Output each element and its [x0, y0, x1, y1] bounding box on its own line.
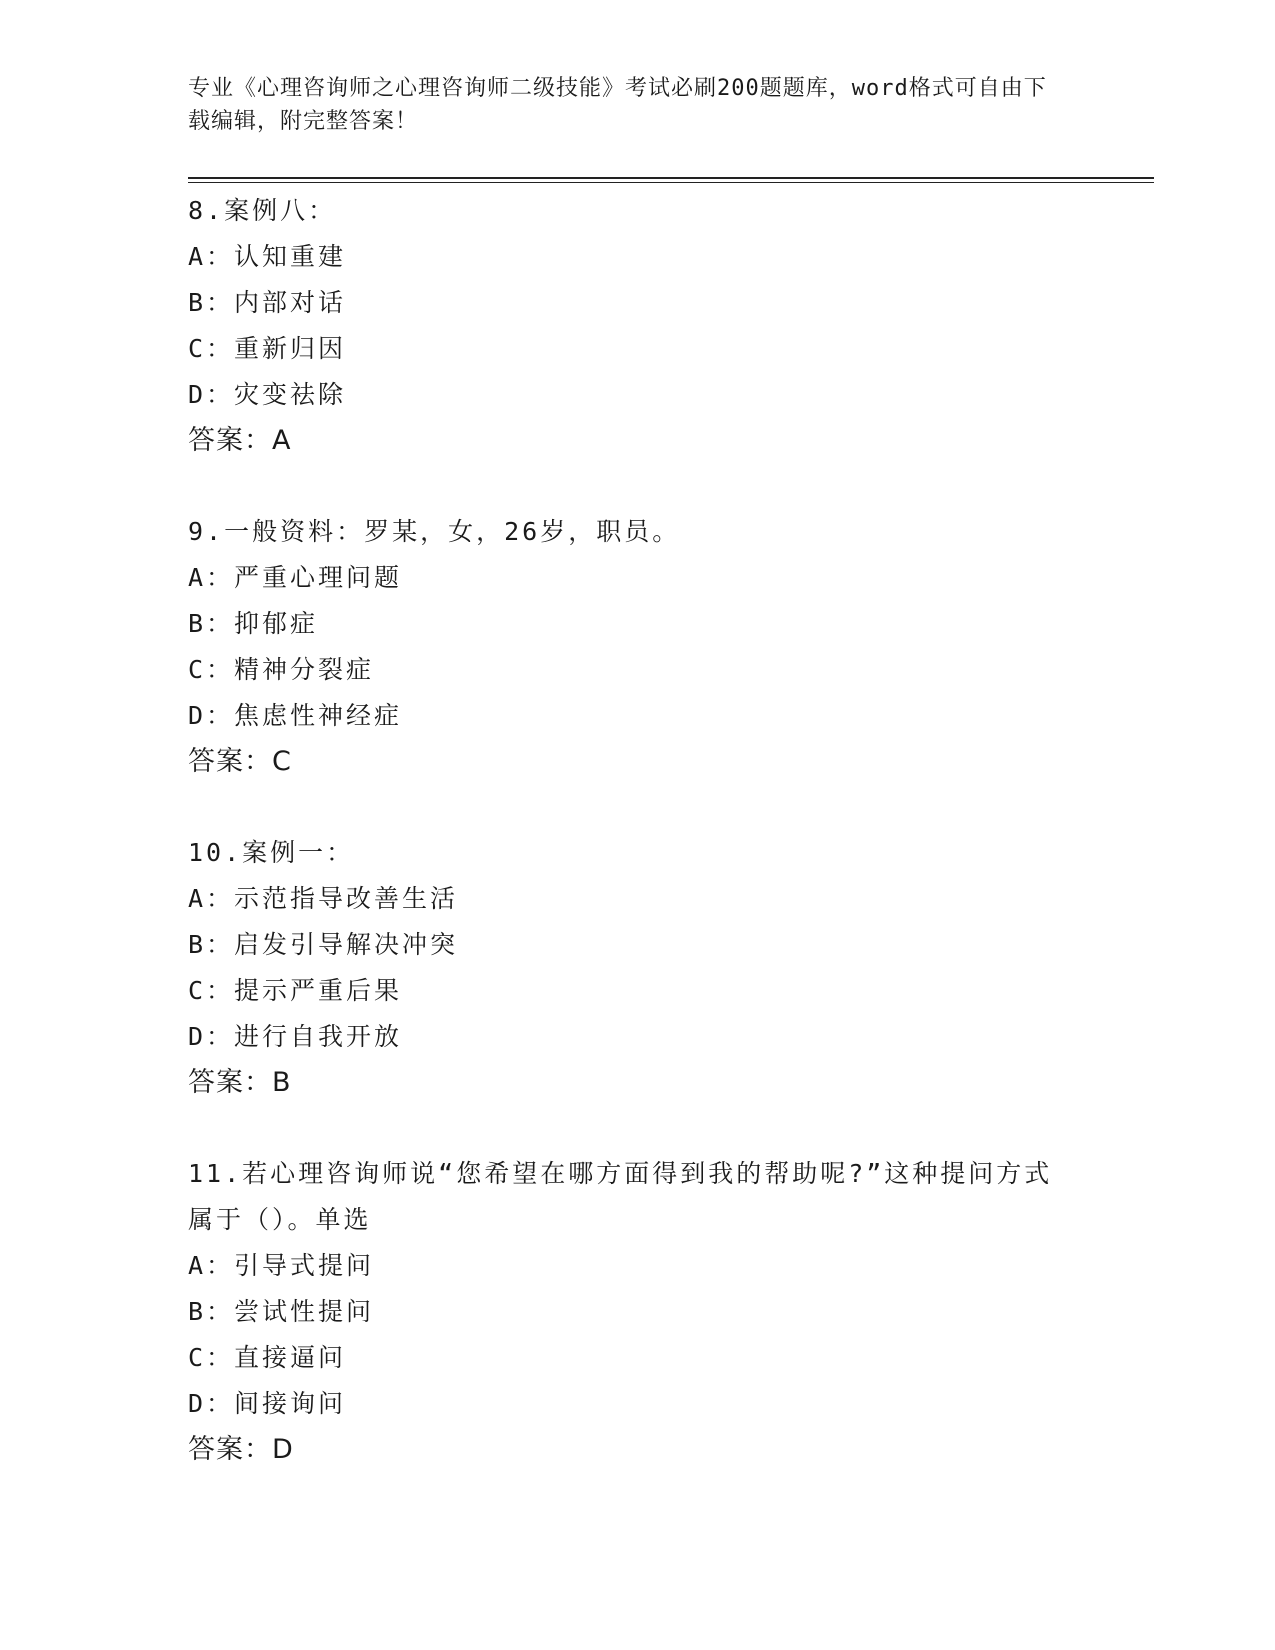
option-d: D：焦虑性神经症	[188, 701, 403, 730]
option-c: C：精神分裂症	[188, 655, 375, 684]
option-c: C：直接逼问	[188, 1343, 347, 1372]
answer-line: 答案：A	[188, 425, 292, 456]
question-11	[188, 1151, 1088, 1473]
question-list	[188, 188, 1088, 1518]
option-d: D：进行自我开放	[188, 1022, 403, 1051]
answer-line: 答案：C	[188, 746, 292, 777]
question-10	[188, 830, 1088, 1106]
option-b: B：启发引导解决冲突	[188, 930, 459, 959]
question-stem: 9.一般资料：罗某，女，26岁，职员。	[188, 517, 681, 546]
question-stem: 11.若心理咨询师说“您希望在哪方面得到我的帮助呢?”这种提问方式属于（）。单选	[188, 1159, 1053, 1234]
question-stem: 8.案例八：	[188, 196, 337, 225]
document-header: 专业《心理咨询师之心理咨询师二级技能》考试必刷200题题库，word格式可自由下载编辑，附完整答案！	[188, 76, 1047, 134]
option-a: A：严重心理问题	[188, 563, 403, 592]
option-a: A：引导式提问	[188, 1251, 375, 1280]
question-8	[188, 188, 1088, 464]
option-d: D：灾变祛除	[188, 380, 347, 409]
question-stem: 10.案例一：	[188, 838, 355, 867]
option-c: C：提示严重后果	[188, 976, 403, 1005]
option-b: B：内部对话	[188, 288, 347, 317]
option-a: A：认知重建	[188, 242, 347, 271]
option-a: A：示范指导改善生活	[188, 884, 459, 913]
option-d: D：间接询问	[188, 1389, 347, 1418]
header-divider-thin	[188, 182, 1154, 183]
answer-line: 答案：B	[188, 1067, 292, 1098]
question-9	[188, 509, 1088, 785]
option-b: B：尝试性提问	[188, 1297, 375, 1326]
answer-line: 答案：D	[188, 1434, 294, 1465]
option-c: C：重新归因	[188, 334, 347, 363]
header-divider	[188, 177, 1154, 179]
option-b: B：抑郁症	[188, 609, 319, 638]
